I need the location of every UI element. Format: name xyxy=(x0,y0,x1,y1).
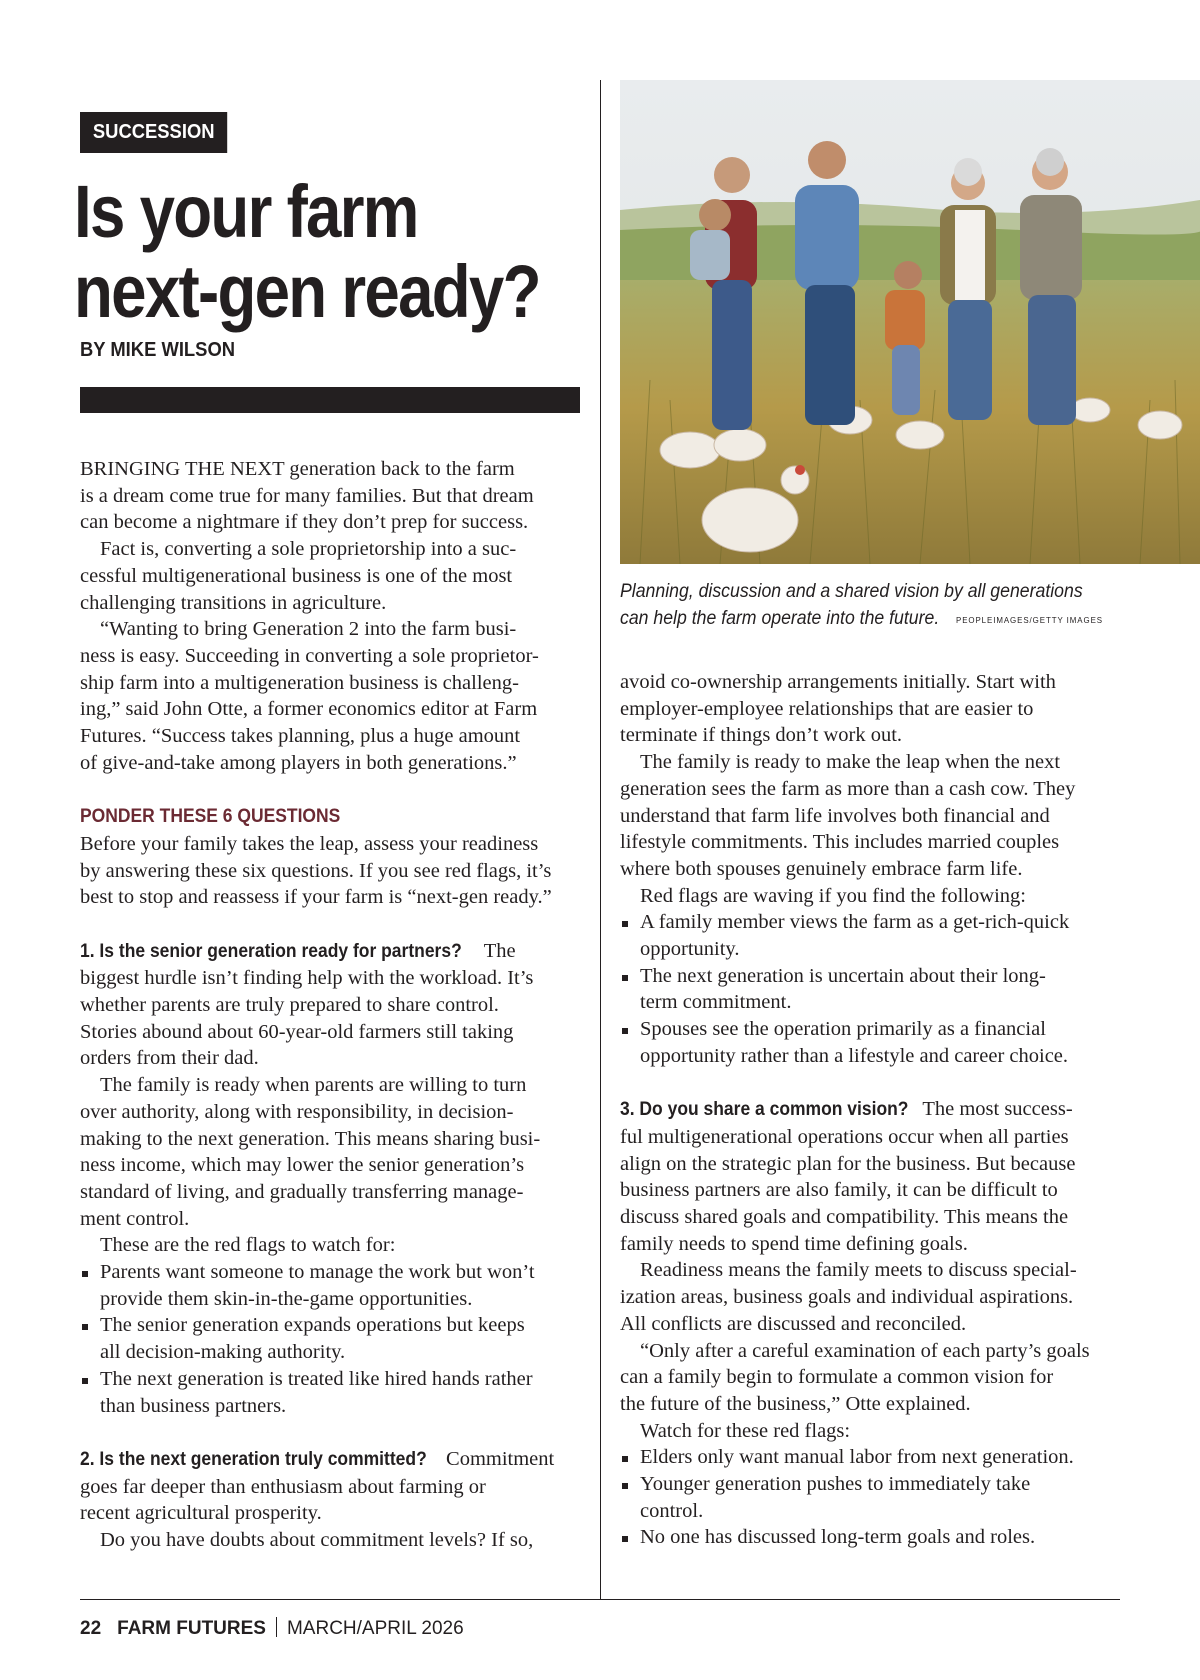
left-column xyxy=(80,456,590,1554)
headline xyxy=(74,170,540,333)
bullet-continuation: opportunity. xyxy=(640,938,740,961)
bullet-item: The next generation is treated like hired hands rather xyxy=(80,1366,590,1393)
body-line: All conflicts are discussed and reconciled. xyxy=(620,1312,967,1335)
body-line: lifestyle commitments. This includes married couples xyxy=(620,831,1060,854)
body-line: Do you have doubts about commitment levels? If so, xyxy=(100,1529,534,1552)
magazine-name: FARM FUTURES xyxy=(117,1618,266,1639)
bullet-continuation: term commitment. xyxy=(640,991,792,1014)
body-line: standard of living, and gradually transferring manage- xyxy=(80,1180,524,1203)
body-line: Stories abound about 60-year-old farmers still taking xyxy=(80,1020,514,1043)
family-walking-in-field-photo xyxy=(620,80,1200,564)
body-line: best to stop and reassess if your farm is “next-gen ready.” xyxy=(80,886,552,909)
body-line: recent agricultural prosperity. xyxy=(80,1502,322,1525)
body-line: Futures. “Success takes planning, plus a huge amount xyxy=(80,725,521,748)
body-line: align on the strategic plan for the business. But because xyxy=(620,1152,1076,1175)
bullet-item: Spouses see the operation primarily as a financial xyxy=(620,1016,1120,1043)
body-line: goes far deeper than enthusiasm about farming or xyxy=(80,1475,486,1498)
body-line: over authority, along with responsibility, in decision- xyxy=(80,1100,514,1123)
bullet-continuation: all decision-making authority. xyxy=(100,1341,346,1364)
body-line: Before your family takes the leap, assess your readiness xyxy=(80,832,539,855)
body-line: ization areas, business goals and individual aspirations. xyxy=(620,1286,1074,1309)
body-line: discuss shared goals and compatibility. This means the xyxy=(620,1206,1069,1229)
question-head: 2. Is the next generation truly committed? xyxy=(80,1448,427,1470)
question-head: 1. Is the senior generation ready for partners? xyxy=(80,940,462,962)
bullet-item: Elders only want manual labor from next generation. xyxy=(620,1444,1120,1471)
headline-line: next-gen ready? xyxy=(74,250,540,333)
body-line: avoid co-ownership arrangements initially. Start with xyxy=(620,671,1056,693)
body-line: Red flags are waving if you find the following: xyxy=(640,884,1026,907)
caption-line: can help the farm operate into the future. xyxy=(620,608,940,629)
question-head: 3. Do you share a common vision? xyxy=(620,1099,909,1121)
bullet-item: A family member views the farm as a get-rich-quick xyxy=(620,909,1120,936)
footer-separator xyxy=(276,1617,277,1637)
body-line: understand that farm life involves both financial and xyxy=(620,804,1050,827)
bullet-item: Younger generation pushes to immediately take xyxy=(620,1471,1120,1498)
body-line: The family is ready when parents are willing to turn xyxy=(100,1074,527,1097)
body-line: cessful multigenerational business is one of the most xyxy=(80,564,513,587)
bullet-continuation: than business partners. xyxy=(100,1394,287,1417)
bullet-item: Parents want someone to manage the work but won’t xyxy=(80,1259,590,1286)
body-line: making to the next generation. This means sharing busi- xyxy=(80,1127,541,1150)
footer-rule xyxy=(80,1599,1120,1600)
issue-date: MARCH/APRIL 2026 xyxy=(286,1618,464,1639)
body-line: terminate if things don’t work out. xyxy=(620,724,903,747)
bullet-item: The senior generation expands operations but keeps xyxy=(80,1312,590,1339)
bullet-item: The next generation is uncertain about their long- xyxy=(620,963,1120,990)
body-line: ment control. xyxy=(80,1207,190,1230)
body-line: family needs to spend time defining goals. xyxy=(620,1232,968,1255)
body-text: The most success- xyxy=(922,1098,1073,1121)
body-line: ship farm into a multigeneration business is challeng- xyxy=(80,671,519,694)
body-line: These are the red flags to watch for: xyxy=(100,1234,396,1257)
column-divider xyxy=(600,80,601,1600)
page-number: 22 xyxy=(80,1618,102,1639)
body-line: by answering these six questions. If you see red flags, it’s xyxy=(80,859,552,882)
body-line: can a family begin to formulate a common vision for xyxy=(620,1366,1054,1389)
body-text: Commitment xyxy=(446,1447,555,1470)
caption-line: Planning, discussion and a shared vision by all generations xyxy=(620,581,1083,602)
body-line: generation sees the farm as more than a cash cow. They xyxy=(620,777,1076,800)
body-line: where both spouses genuinely embrace farm life. xyxy=(620,857,1023,880)
body-line: Fact is, converting a sole proprietorship into a suc- xyxy=(100,538,517,561)
photo-credit: PEOPLEIMAGES/GETTY IMAGES xyxy=(955,615,1103,625)
bullet-continuation: control. xyxy=(640,1499,704,1522)
body-line: “Only after a careful examination of each party’s goals xyxy=(640,1339,1090,1362)
right-column xyxy=(620,669,1120,1551)
body-line: business partners are also family, it can be difficult to xyxy=(620,1179,1058,1202)
section-tag: SUCCESSION xyxy=(80,112,227,153)
body-line: biggest hurdle isn’t finding help with the workload. It’s xyxy=(80,967,534,990)
body-line: the future of the business,” Otte explained. xyxy=(620,1392,971,1415)
body-line: ness income, which may lower the senior generation’s xyxy=(80,1154,525,1177)
page-footer xyxy=(80,1617,464,1640)
bullet-item: No one has discussed long-term goals and roles. xyxy=(620,1524,1120,1551)
headline-line: Is your farm xyxy=(74,170,418,253)
bullet-continuation: provide them skin-in-the-game opportunities. xyxy=(100,1287,473,1310)
header-rule-bar xyxy=(80,387,580,413)
byline: BY MIKE WILSON xyxy=(80,339,236,361)
body-line: whether parents are truly prepared to share control. xyxy=(80,994,499,1017)
body-text: The xyxy=(483,939,516,962)
body-line: ful multigenerational operations occur when all parties xyxy=(620,1125,1069,1148)
body-line: The family is ready to make the leap when the next xyxy=(640,751,1061,774)
subhead: PONDER THESE 6 QUESTIONS xyxy=(80,806,341,828)
body-line: ing,” said John Otte, a former economics editor at Farm xyxy=(80,698,538,721)
body-line: Watch for these red flags: xyxy=(640,1419,851,1442)
body-line: BRINGING THE NEXT generation back to the farm xyxy=(80,458,515,480)
body-line: challenging transitions in agriculture. xyxy=(80,591,387,614)
body-line: is a dream come true for many families. But that dream xyxy=(80,484,534,507)
bullet-continuation: opportunity rather than a lifestyle and career choice. xyxy=(640,1044,1069,1067)
body-line: Readiness means the family meets to discuss special- xyxy=(640,1259,1077,1282)
body-line: can become a nightmare if they don’t prep for success. xyxy=(80,511,529,534)
photo-caption xyxy=(620,578,1103,634)
body-line: of give-and-take among players in both generations.” xyxy=(80,751,517,774)
body-line: orders from their dad. xyxy=(80,1047,259,1070)
body-line: “Wanting to bring Generation 2 into the farm busi- xyxy=(100,618,517,641)
body-line: ness is easy. Succeeding in converting a sole proprietor- xyxy=(80,644,539,667)
body-line: employer-employee relationships that are easier to xyxy=(620,697,1034,720)
